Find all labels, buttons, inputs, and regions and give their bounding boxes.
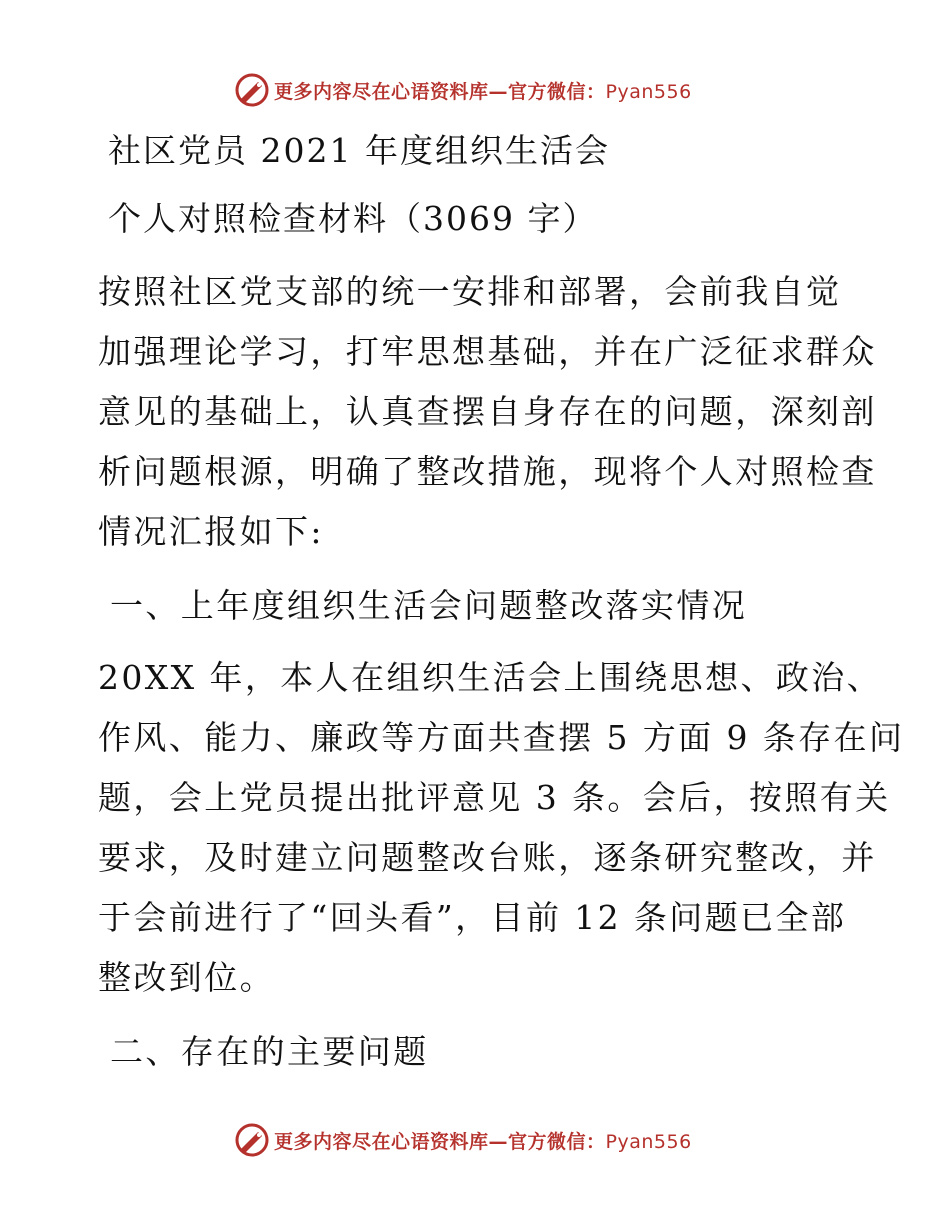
paragraph-line: 要求，及时建立问题整改台账，逐条研究整改，并 (98, 838, 877, 877)
section-heading-1: 一、上年度组织生活会问题整改落实情况 (110, 586, 748, 625)
pen-nib-logo-icon (232, 1120, 272, 1160)
watermark-slogan: 更多内容尽在心语资料库—官方微信： (274, 1130, 606, 1153)
section1-paragraph (98, 648, 905, 1008)
header-watermark-banner (232, 70, 692, 110)
document-title: 社区党员 2021 年度组织生活会 (108, 131, 610, 170)
paragraph-line: 意见的基础上，认真查摆自身存在的问题，深刻剖 (98, 392, 877, 431)
paragraph-line: 情况汇报如下: (98, 512, 324, 551)
footer-watermark-banner (232, 1120, 692, 1160)
paragraph-line: 20XX 年，本人在组织生活会上围绕思想、政治、 (98, 658, 883, 697)
intro-paragraph (98, 262, 877, 562)
watermark-account: Pyan556 (605, 80, 692, 103)
section-heading-2: 二、存在的主要问题 (110, 1032, 429, 1071)
watermark-text (274, 77, 692, 104)
document-body (98, 120, 905, 1082)
watermark-text (274, 1127, 692, 1154)
watermark-slogan: 更多内容尽在心语资料库—官方微信： (274, 80, 606, 103)
paragraph-line: 析问题根源，明确了整改措施，现将个人对照检查 (98, 452, 877, 491)
paragraph-line: 加强理论学习，打牢思想基础，并在广泛征求群众 (98, 332, 877, 371)
pen-nib-logo-icon (232, 70, 272, 110)
paragraph-line: 于会前进行了“回头看”，目前 12 条问题已全部 (98, 898, 847, 937)
paragraph-line: 题，会上党员提出批评意见 3 条。会后，按照有关 (98, 778, 891, 817)
paragraph-line: 整改到位。 (98, 958, 275, 997)
document-subtitle: 个人对照检查材料（3069 字） (108, 199, 598, 238)
paragraph-line: 按照社区党支部的统一安排和部署，会前我自觉 (98, 272, 842, 311)
paragraph-line: 作风、能力、廉政等方面共查摆 5 方面 9 条存在问 (98, 718, 905, 757)
watermark-account: Pyan556 (605, 1130, 692, 1153)
